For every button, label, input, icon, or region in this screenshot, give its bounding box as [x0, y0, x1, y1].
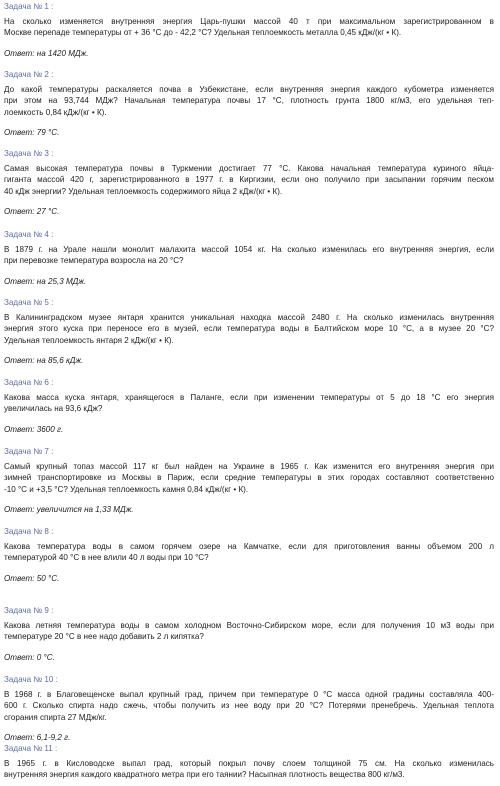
task-answer: Ответ: 79 °С.: [4, 128, 60, 138]
task-text-line: 600 г. Сколько спирта надо сжечь, чтобы получить из нее воду при 20 °С? Потерями пренебречь. Удельная теплота: [4, 701, 494, 711]
task-text-line: температурой 40 °С в нее влили 40 л воды при 10 °С?: [4, 553, 209, 563]
task-text-line: температуре 20 °С в нее надо добавить 2 л кипятка?: [4, 632, 204, 642]
task-text-line: В 1968 г. в Благовещенске выпал крупный град, причем при температуре 0 °С масса одной градины составляла 400-: [4, 690, 494, 699]
task-title: Задача № 9 :: [4, 606, 54, 615]
task-text-line: внутренняя энергия каждого квадратного метра при его таянии? Насыпная плотность вещества 800 кг/м3.: [4, 770, 405, 780]
task-answer: Ответ: на 1420 МДж.: [4, 48, 89, 58]
task-title: Задача № 4 :: [4, 230, 54, 239]
task-block: [4, 743, 494, 781]
task-text-line: В Калининградском музее янтаря хранится уникальная находка массой 2480 г. На сколько изменилась внутренняя: [4, 313, 494, 322]
task-text-line: энергия этого куска при переносе его в музей, если температура воды в Балтийском море 10 °С, а в музее 20 °С?: [4, 324, 494, 334]
task-text-line: увеличилась на 93,6 кДж?: [4, 404, 103, 414]
task-text-line: В 1965 г. в Кисловодске выпал град, который покрыл почву слоем толщиной 75 см. На сколько изменилась: [4, 759, 494, 768]
task-text-line: Удельная теплоемкость янтаря 2 кДж/(кг • К).: [4, 335, 174, 345]
task-title: Задача № 11 :: [4, 744, 58, 753]
task-block: [4, 674, 494, 743]
task-title: Задача № 10 :: [4, 675, 58, 684]
task-text: [4, 758, 494, 781]
task-text: [4, 541, 494, 564]
task-text: [4, 312, 494, 346]
task-answer: Ответ: 0 °С.: [4, 652, 55, 662]
task-block: [4, 69, 494, 138]
task-text: [4, 84, 494, 118]
task-title: Задача № 7 :: [4, 447, 54, 456]
task-text-line: при этом на 93,744 МДж? Начальная температура почвы 17 °С, плотность грунта 1800 кг/м3, его удельная теп-: [4, 96, 494, 106]
task-text: [4, 620, 494, 643]
task-answer: Ответ: увеличится на 1,33 МДж.: [4, 505, 134, 515]
task-text-line: -10 °С и +3,5 °С? Удельная теплоемкость камня 0,84 кДж/(кг • К).: [4, 484, 249, 494]
task-answer: Ответ: на 25,3 МДж.: [4, 276, 87, 286]
task-text-line: при перевозке температура возросла на 20 °С?: [4, 256, 184, 266]
task-text-line: Какова масса куска янтаря, хранящегося в Паланге, если при изменении температуры от 5 до 18 °С его энергия: [4, 393, 494, 402]
task-title: Задача № 6 :: [4, 378, 54, 387]
task-text: [4, 244, 494, 267]
task-block: [4, 148, 494, 217]
task-title: Задача № 8 :: [4, 527, 54, 536]
task-text-line: До какой температуры раскаляется почва в Узбекистане, если внутренняя энергия каждого кубометра изменяется: [4, 85, 494, 94]
task-text-line: Какова температура воды в самом горячем озере на Камчатке, если для приготовления ванны объемом 200 л: [4, 542, 494, 551]
task-text-line: На сколько изменяется внутренняя энергия Царь-пушки массой 40 т при максимальном зарегистрированном в: [4, 17, 494, 26]
task-answer: Ответ: 50 °С.: [4, 573, 60, 583]
task-text-line: Самая высокая температура почвы в Туркмении достигает 77 °С. Какова начальная температура куриного яйца-: [4, 164, 494, 173]
task-text: [4, 689, 494, 723]
task-block: [4, 605, 494, 663]
task-text-line: Какова летняя температура воды в самом холодном Восточно-Сибирском море, если для получения 10 м3 воды при: [4, 621, 494, 630]
task-answer: Ответ: 3600 г.: [4, 424, 64, 434]
task-text: [4, 16, 494, 39]
task-text-line: Самый крупный топаз массой 117 кг был найден на Украине в 1965 г. Как изменится его внутренняя энергия при: [4, 462, 494, 471]
task-text-line: сгорания спирта 27 МДж/кг.: [4, 712, 107, 722]
task-text-line: В 1879 г. на Урале нашли монолит малахита массой 1054 кг. На сколько изменилась его внутренняя энергия, если: [4, 245, 494, 254]
task-title: Задача № 1 :: [4, 2, 54, 11]
task-block: [4, 526, 494, 584]
task-answer: Ответ: 27 °С.: [4, 207, 60, 217]
task-text-line: лоемкость 0,84 кДж/(кг • К).: [4, 107, 107, 117]
task-title: Задача № 5 :: [4, 298, 54, 307]
task-text-line: зимней транспортировке из Москвы в Париж, если средние температуры в этих городах составляют соответственно: [4, 473, 494, 483]
task-title: Задача № 3 :: [4, 149, 54, 158]
task-answer: Ответ: на 85,6 кДж.: [4, 356, 84, 366]
task-block: [4, 1, 494, 59]
task-text: [4, 163, 494, 197]
task-text-line: Москве перепаде температуры от + 36 °С до - 42,2 °С? Удельная теплоемкость металла 0,45 кДж/(кг • К).: [4, 28, 402, 38]
task-answer: Ответ: 6,1-9,2 г.: [4, 733, 71, 743]
task-block: [4, 229, 494, 287]
task-title: Задача № 2 :: [4, 70, 54, 79]
task-text: [4, 461, 494, 495]
task-block: [4, 297, 494, 366]
task-block: [4, 377, 494, 435]
task-block: [4, 446, 494, 515]
task-text: [4, 392, 494, 415]
task-text-line: 40 кДж энергии? Удельная теплоемкость содержимого яйца 2 кДж/(кг • К).: [4, 186, 283, 196]
task-text-line: гиганта массой 420 г, зарегистрированного в 1977 г. в Киргизии, если оно получило при засыпании горячим песком: [4, 175, 494, 185]
